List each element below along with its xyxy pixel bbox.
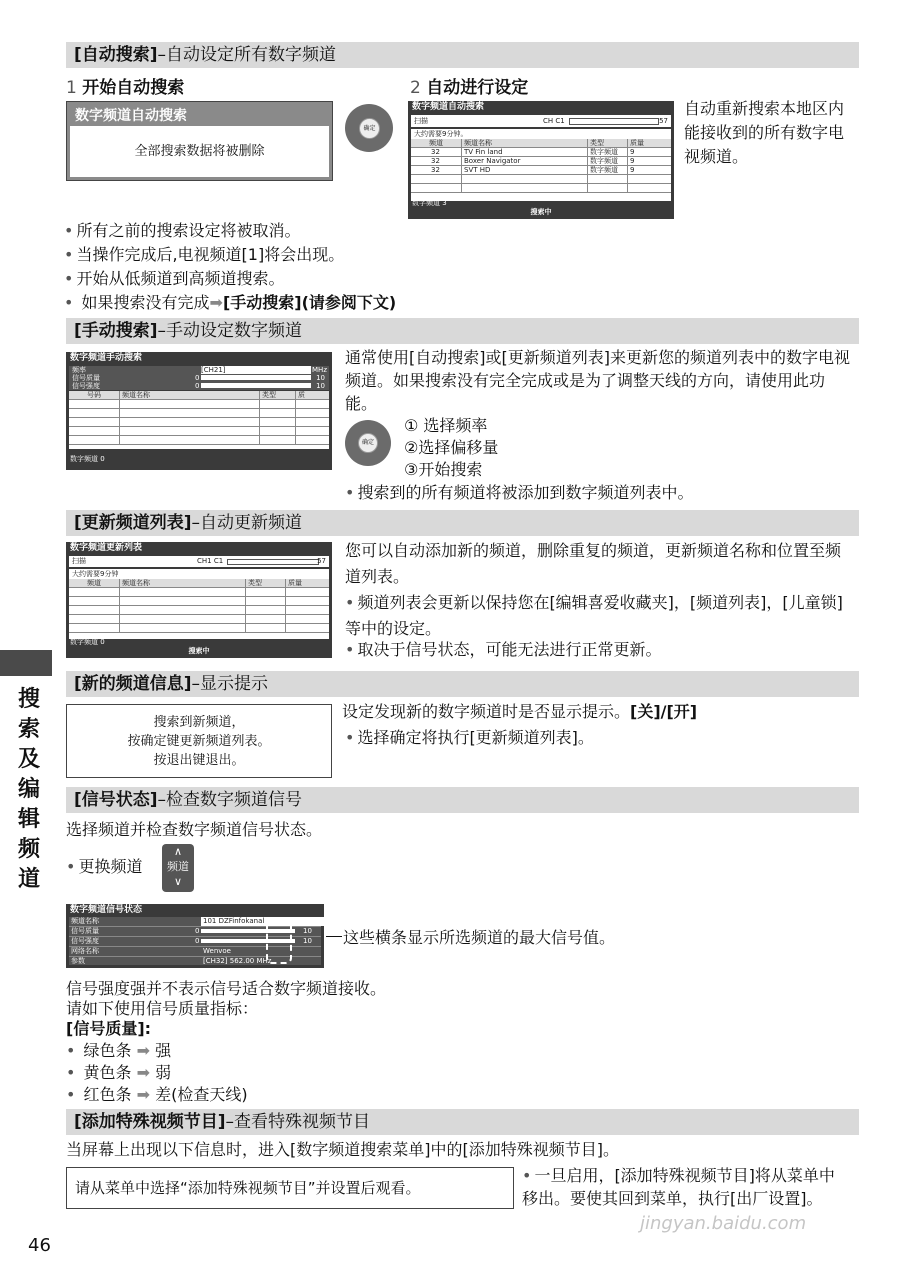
message-line: 按确定键更新频道列表。 <box>127 734 271 749</box>
time-estimate: 大约需要9分钟 <box>72 570 119 578</box>
table-row <box>69 409 329 418</box>
cell: 数字频道 <box>587 157 618 165</box>
change-channel-label: • 更换频道 <box>66 855 142 879</box>
header-bracket: [更新频道列表] <box>74 513 192 533</box>
cell: 32 <box>431 157 440 165</box>
scan-progress-bar <box>569 118 659 125</box>
section-header-auto-search <box>66 42 859 68</box>
title-char: 及 <box>17 747 40 772</box>
ok-button-icon: 确定 <box>358 433 378 453</box>
note-bullet: • 取决于信号状态，可能无法进行正常更新。 <box>345 638 661 662</box>
table-row <box>69 436 329 445</box>
row-value: [CH32] 562.00 MHz <box>203 957 272 965</box>
screen-title: 数字频道信号状态 <box>70 905 143 915</box>
header-rest: –自动设定所有数字频道 <box>157 45 337 65</box>
screen-footer <box>408 199 674 219</box>
table-header <box>69 391 329 400</box>
section-header-special-video <box>66 1109 859 1135</box>
signal-note: 请如下使用信号质量指标： <box>66 999 259 1018</box>
title-char: 索 <box>17 717 40 742</box>
step2-heading <box>410 76 528 100</box>
new-channel-description <box>342 700 697 724</box>
manual-search-link: [手动搜索] <box>222 293 302 312</box>
step-number: 1 <box>66 78 77 98</box>
arrow-icon: ➡ <box>136 1063 151 1082</box>
ok-button-icon: 确定 <box>359 118 380 139</box>
message-line: 按退出键退出。 <box>153 753 245 768</box>
channel-key-icon <box>162 844 194 892</box>
section-header-signal-status <box>66 787 859 813</box>
section-header-update-list <box>66 510 859 536</box>
page-number: 46 <box>28 1235 51 1256</box>
scan-label: 扫描 <box>72 557 86 565</box>
table-row <box>69 597 329 606</box>
scan-channel-end: 57 <box>317 557 326 565</box>
title-char: 辑 <box>17 807 40 832</box>
step-select-offset: ②选择偏移量 <box>404 438 499 457</box>
cell: 数字频道 <box>587 166 618 174</box>
scan-row <box>411 115 671 127</box>
dialog-title: 数字频道自动搜索 <box>75 108 187 124</box>
header-rest: –检查数字频道信号 <box>157 790 303 810</box>
screen-title: 数字频道手动搜索 <box>70 353 143 363</box>
see-below: (请参阅下文) <box>301 293 397 312</box>
table-row <box>69 606 329 615</box>
arrow-icon: ➡ <box>136 1085 151 1104</box>
signal-status-screen <box>66 904 324 968</box>
header-bracket: [新的频道信息] <box>74 674 192 694</box>
channel-count: 数字频道 0 <box>70 455 105 463</box>
step-label: 开始自动搜索 <box>82 78 185 98</box>
auto-search-dialog <box>66 101 333 181</box>
step-select-frequency: ① 选择频率 <box>404 416 488 435</box>
watermark: jingyan.baidu.com <box>640 1213 807 1234</box>
search-status: 搜索中 <box>188 647 210 655</box>
title-char: 道 <box>17 867 40 892</box>
bar-color: 红色条 <box>83 1085 132 1104</box>
header-bracket: [添加特殊视频节目] <box>74 1112 226 1132</box>
table-header <box>69 579 329 588</box>
message-line: 搜索到新频道， <box>153 715 245 730</box>
manual-search-description: 通常使用[自动搜索]或[更新频道列表]来更新您的频道列表中的数字电视频道。如果搜索没有完全完成或是为了调整天线的方向，请使用此功能。 <box>345 348 850 413</box>
freq-channel: [CH21] <box>201 366 311 374</box>
col-name: 频道名称 <box>119 391 150 399</box>
sidebar-tab-bar <box>0 650 52 676</box>
cell: 32 <box>431 148 440 156</box>
description-text: 设定发现新的数字频道时是否显示提示。 <box>342 702 631 721</box>
col-quality: 质量 <box>627 139 644 147</box>
quality-item <box>66 1084 248 1106</box>
row-label: 参数 <box>71 957 85 965</box>
col-quality: 质 <box>295 391 305 399</box>
strength-min: 0 <box>195 937 200 945</box>
table-header <box>411 139 671 148</box>
sidebar-title <box>14 685 44 895</box>
scan-channel: CH C1 <box>543 117 565 125</box>
signal-rows <box>69 366 329 390</box>
update-list-description: 您可以自动添加新的频道，删除重复的频道，更新频道名称和位置至频道列表。 <box>345 541 842 586</box>
col-number: 号码 <box>87 391 101 399</box>
screen-title: 数字频道自动搜索 <box>412 102 485 112</box>
table-row <box>69 427 329 436</box>
table-row <box>69 400 329 409</box>
cell: 9 <box>627 166 634 174</box>
dialog-message: 全部搜索数据将被删除 <box>70 126 329 177</box>
results-table <box>69 569 329 639</box>
cell: SVT HD <box>461 166 490 174</box>
table-row <box>411 148 671 157</box>
section-header-new-channel <box>66 671 859 697</box>
quality-min: 0 <box>195 927 200 935</box>
table-row <box>69 418 329 427</box>
signal-bar-callout: 这些横条显示所选频道的最大信号值。 <box>343 928 616 947</box>
header-rest: –手动设定数字频道 <box>157 321 303 341</box>
col-name: 频道名称 <box>461 139 492 147</box>
scan-progress-bar <box>227 559 319 565</box>
note-bullet: • 搜索到的所有频道将被添加到数字频道列表中。 <box>345 481 693 505</box>
search-status: 搜索中 <box>530 208 552 216</box>
quality-max: 10 <box>303 927 312 935</box>
strength-bar <box>201 383 311 388</box>
header-rest: –自动更新频道 <box>191 513 303 533</box>
col-channel: 频道 <box>87 579 101 587</box>
section-header-manual-search <box>66 318 859 344</box>
table-row <box>69 615 329 624</box>
step-start-search: ③开始搜索 <box>404 460 483 479</box>
quality-label: 信号质量 <box>72 374 100 382</box>
new-channel-message-box <box>66 704 332 778</box>
scan-channel-end: 57 <box>659 117 668 125</box>
table-row <box>411 157 671 166</box>
note-bullet: • 开始从低频道到高频道搜索。 <box>64 267 284 291</box>
signal-status-intro: 选择频道并检查数字频道信号状态。 <box>66 820 323 839</box>
chevron-down-icon: ∨ <box>173 875 183 888</box>
quality-bar <box>201 375 311 380</box>
update-list-screen <box>66 542 332 658</box>
cell: 数字频道 <box>587 148 618 156</box>
quality-result: 弱 <box>155 1063 172 1082</box>
title-char: 频 <box>17 837 40 862</box>
table-row <box>411 166 671 175</box>
off-on-options: [关]/[开] <box>630 702 698 721</box>
col-type: 类型 <box>259 391 276 399</box>
strength-label: 信号强度 <box>72 382 100 390</box>
note-bullet: • 所有之前的搜索设定将被取消。 <box>64 219 300 243</box>
row-value: 101 DZFinfokanal <box>201 917 325 926</box>
callout-line <box>326 936 342 937</box>
title-char: 编 <box>17 777 40 802</box>
signal-quality-label: [信号质量]: <box>66 1019 152 1038</box>
note-bullet: • 频道列表会更新以保持您在[编辑喜爱收藏夹]，[频道列表]，[儿童锁]等中的设定。 <box>345 590 855 642</box>
table-row <box>69 624 329 633</box>
channel-key-label: 频道 <box>167 860 189 873</box>
auto-search-screen <box>408 101 674 219</box>
time-estimate: 大约需要9分钟。 <box>414 130 468 138</box>
signal-note: 信号强度强并不表示信号适合数字频道接收。 <box>66 979 387 998</box>
strength-min: 0 <box>195 382 200 390</box>
cell: Boxer Navigator <box>461 157 520 165</box>
header-bracket: [手动搜索] <box>74 321 158 341</box>
quality-item <box>66 1062 171 1084</box>
col-type: 类型 <box>587 139 604 147</box>
cell: 32 <box>431 166 440 174</box>
screen-title: 数字频道更新列表 <box>70 543 143 553</box>
scan-label: 扫描 <box>414 117 428 125</box>
auto-search-description: 自动重新搜索本地区内能接收到的所有数字电视频道。 <box>684 99 845 166</box>
note-bullet: • 选择确定将执行[更新频道列表]。 <box>345 726 594 750</box>
bar-color: 黄色条 <box>83 1063 132 1082</box>
channel-count: 数字频道 3 <box>412 199 447 207</box>
arrow-icon: ➡ <box>136 1041 151 1060</box>
step-label: 自动进行设定 <box>426 78 529 98</box>
freq-mhz: 474.00 MHz <box>285 366 327 374</box>
quality-item <box>66 1040 171 1062</box>
screen-footer <box>66 638 332 658</box>
manual-search-screen <box>66 352 332 470</box>
header-bracket: [自动搜索] <box>74 45 158 65</box>
cell: 9 <box>627 157 634 165</box>
bullet-text: 如果搜索没有完成 <box>81 293 210 312</box>
strength-max: 10 <box>303 937 312 945</box>
quality-result: 强 <box>155 1041 172 1060</box>
quality-result: 差(检查天线) <box>155 1085 248 1104</box>
quality-min: 0 <box>195 374 200 382</box>
title-char: 搜 <box>17 687 40 712</box>
step1-heading <box>66 76 184 100</box>
step-number: 2 <box>410 78 421 98</box>
cell: 9 <box>627 148 634 156</box>
table-row <box>69 588 329 597</box>
scan-row <box>69 556 329 567</box>
results-table <box>411 129 671 201</box>
strength-max: 10 <box>316 382 325 390</box>
cell: TV Fin land <box>461 148 503 156</box>
note-bullet: • 当操作完成后,电视频道[1]将会出现。 <box>64 243 344 267</box>
freq-label: 频率 <box>72 366 86 374</box>
max-marker-highlight <box>266 920 292 964</box>
row-label: 信号强度 <box>71 937 99 945</box>
note-bullet <box>64 291 396 315</box>
quality-max: 10 <box>316 374 325 382</box>
row-value: Wenvoe <box>203 947 231 955</box>
remote-dpad-icon <box>345 420 391 466</box>
header-rest: –查看特殊视频节目 <box>225 1112 371 1132</box>
chevron-up-icon: ∧ <box>173 845 183 858</box>
row-label: 信号质量 <box>71 927 99 935</box>
col-channel: 频道 <box>429 139 443 147</box>
row-label: 网络名称 <box>71 947 99 955</box>
col-type: 类型 <box>245 579 262 587</box>
table-row <box>411 175 671 184</box>
scan-channel: CH1 C1 <box>197 557 224 565</box>
bar-color: 绿色条 <box>83 1041 132 1060</box>
row-label: 频道名称 <box>71 917 99 925</box>
channel-count: 数字频道 0 <box>70 638 105 646</box>
header-rest: –显示提示 <box>191 674 269 694</box>
note-bullet: • 一旦启用，[添加特殊视频节目]将从菜单中移出。要使其回到菜单，执行[出厂设置]。 <box>522 1164 847 1210</box>
col-name: 频道名称 <box>119 579 150 587</box>
special-video-message-box: 请从菜单中选择“添加特殊视频节目”并设置后观看。 <box>66 1167 514 1209</box>
arrow-icon: ➡ <box>209 293 223 312</box>
table-row <box>411 184 671 193</box>
screen-footer <box>66 454 332 470</box>
col-quality: 质量 <box>285 579 302 587</box>
remote-dpad-icon <box>345 104 393 152</box>
header-bracket: [信号状态] <box>74 790 158 810</box>
special-video-intro: 当屏幕上出现以下信息时，进入[数字频道搜索菜单]中的[添加特殊视频节目]。 <box>66 1140 619 1159</box>
results-table <box>69 391 329 449</box>
